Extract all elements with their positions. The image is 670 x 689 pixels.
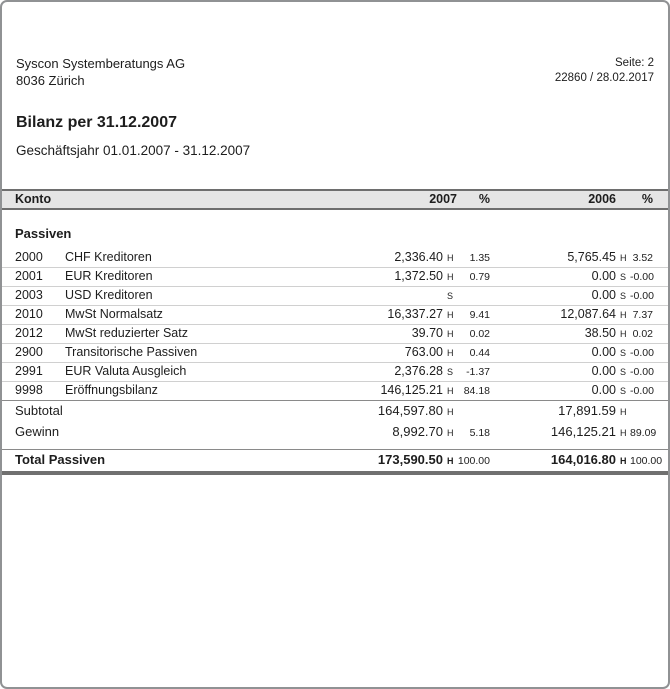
balance-side-2006: H [620, 253, 627, 263]
account-number: 2012 [15, 326, 43, 340]
account-number: 9998 [15, 383, 43, 397]
balance-side-2007: H [447, 253, 454, 263]
total-balance-side-2007: H [447, 456, 454, 466]
column-header-percent-2007: % [478, 192, 490, 206]
page-info-block [555, 55, 654, 89]
amount-2006: 12,087.64 [560, 307, 616, 321]
column-header-konto: Konto [15, 192, 52, 206]
section-heading-passiven: Passiven [15, 226, 72, 241]
amount-2007: 1,372.50 [394, 269, 443, 283]
balance-side-2006: S [620, 291, 627, 301]
percent-2007: 0.02 [469, 328, 490, 340]
percent-2007: 84.18 [463, 385, 490, 397]
column-header-percent-2006: % [641, 192, 653, 206]
balance-side-2007: H [447, 407, 454, 417]
report-title: Bilanz per 31.12.2007 [16, 114, 177, 131]
percent-2007: 1.35 [469, 252, 490, 264]
company-block [16, 55, 185, 89]
balance-side-2006: S [620, 386, 627, 396]
balance-side-2006: H [620, 310, 627, 320]
total-balance-side-2006: H [620, 456, 627, 466]
account-row [2, 344, 668, 363]
summary-row [2, 401, 668, 422]
amount-2007: 2,336.40 [394, 250, 443, 264]
total-amount-2007: 173,590.50 [377, 452, 443, 467]
amount-2007: 146,125.21 [380, 383, 443, 397]
balance-side-2006: H [620, 428, 627, 438]
amount-2006: 0.00 [591, 269, 616, 283]
balance-side-2007: H [447, 329, 454, 339]
account-row [2, 382, 668, 401]
company-city: 8036 Zürich [16, 73, 85, 88]
balance-side-2007: H [447, 348, 454, 358]
balance-side-2007: S [447, 367, 454, 377]
account-row [2, 287, 668, 306]
percent-2006: 0.02 [632, 328, 653, 340]
percent-2006: -0.00 [630, 366, 654, 378]
summary-rows [2, 401, 668, 443]
balance-side-2007: H [447, 386, 454, 396]
balance-side-2006: S [620, 367, 627, 377]
total-percent-2006: 100.00 [630, 455, 663, 467]
account-number: 2000 [15, 250, 43, 264]
percent-2007: 5.18 [469, 427, 490, 439]
account-name: MwSt Normalsatz [65, 307, 163, 321]
total-percent-2007: 100.00 [457, 455, 490, 467]
account-name: Eröffnungsbilanz [65, 383, 158, 397]
account-row [2, 249, 668, 268]
balance-side-2006: H [620, 407, 627, 417]
percent-2007: 0.79 [469, 271, 490, 283]
account-number: 2001 [15, 269, 43, 283]
percent-2006: -0.00 [630, 271, 654, 283]
balance-side-2007: H [447, 272, 454, 282]
amount-2006: 5,765.45 [567, 250, 616, 264]
percent-2007: 9.41 [469, 309, 490, 321]
amount-2007: 16,337.27 [387, 307, 443, 321]
percent-2006: -0.00 [630, 385, 654, 397]
account-row [2, 268, 668, 287]
table-header-row [2, 189, 668, 210]
document-reference: 22860 / 28.02.2017 [554, 72, 654, 84]
summary-label: Gewinn [15, 424, 60, 439]
percent-2006: -0.00 [630, 290, 654, 302]
balance-side-2007: H [447, 428, 454, 438]
account-number: 2003 [15, 288, 43, 302]
account-number: 2900 [15, 345, 43, 359]
account-row [2, 363, 668, 382]
account-name: EUR Valuta Ausgleich [65, 364, 187, 378]
amount-2006: 0.00 [591, 288, 616, 302]
percent-2006: 3.52 [632, 252, 653, 264]
amount-2006: 38.50 [584, 326, 616, 340]
column-header-2006: 2006 [588, 192, 616, 206]
amount-2007: 2,376.28 [394, 364, 443, 378]
percent-2007: 0.44 [469, 347, 490, 359]
account-name: MwSt reduzierter Satz [65, 326, 188, 340]
percent-2006: -0.00 [630, 347, 654, 359]
account-name: EUR Kreditoren [65, 269, 153, 283]
account-number: 2991 [15, 364, 43, 378]
percent-2006: 89.09 [630, 427, 657, 439]
amount-2007: 164,597.80 [377, 403, 443, 418]
amount-2007: 39.70 [411, 326, 443, 340]
amount-2006: 0.00 [591, 364, 616, 378]
amount-2006: 0.00 [591, 345, 616, 359]
amount-2006: 17,891.59 [558, 403, 616, 418]
balance-side-2006: S [620, 272, 627, 282]
account-name: CHF Kreditoren [65, 250, 152, 264]
account-name: Transitorische Passiven [65, 345, 198, 359]
account-row [2, 306, 668, 325]
balance-side-2007: H [447, 310, 454, 320]
account-rows [2, 249, 668, 401]
total-amount-2006: 164,016.80 [550, 452, 616, 467]
amount-2007: 763.00 [404, 345, 443, 359]
balance-side-2006: H [620, 329, 627, 339]
percent-2006: 7.37 [632, 309, 653, 321]
fiscal-year-subtitle: Geschäftsjahr 01.01.2007 - 31.12.2007 [16, 143, 251, 158]
column-header-2007: 2007 [429, 192, 457, 206]
summary-label: Subtotal [15, 403, 63, 418]
page-number: Seite: 2 [615, 57, 654, 69]
amount-2007: 8,992.70 [392, 424, 443, 439]
amount-2006: 0.00 [591, 383, 616, 397]
account-row [2, 325, 668, 344]
company-name: Syscon Systemberatungs AG [16, 56, 186, 71]
summary-row [2, 422, 668, 443]
percent-2007: -1.37 [466, 366, 490, 378]
account-name: USD Kreditoren [65, 288, 153, 302]
balance-side-2007: S [447, 291, 454, 301]
total-label: Total Passiven [15, 452, 106, 467]
account-number: 2010 [15, 307, 43, 321]
letterhead [2, 2, 668, 89]
total-row [2, 449, 668, 475]
balance-side-2006: S [620, 348, 627, 358]
amount-2006: 146,125.21 [550, 424, 616, 439]
